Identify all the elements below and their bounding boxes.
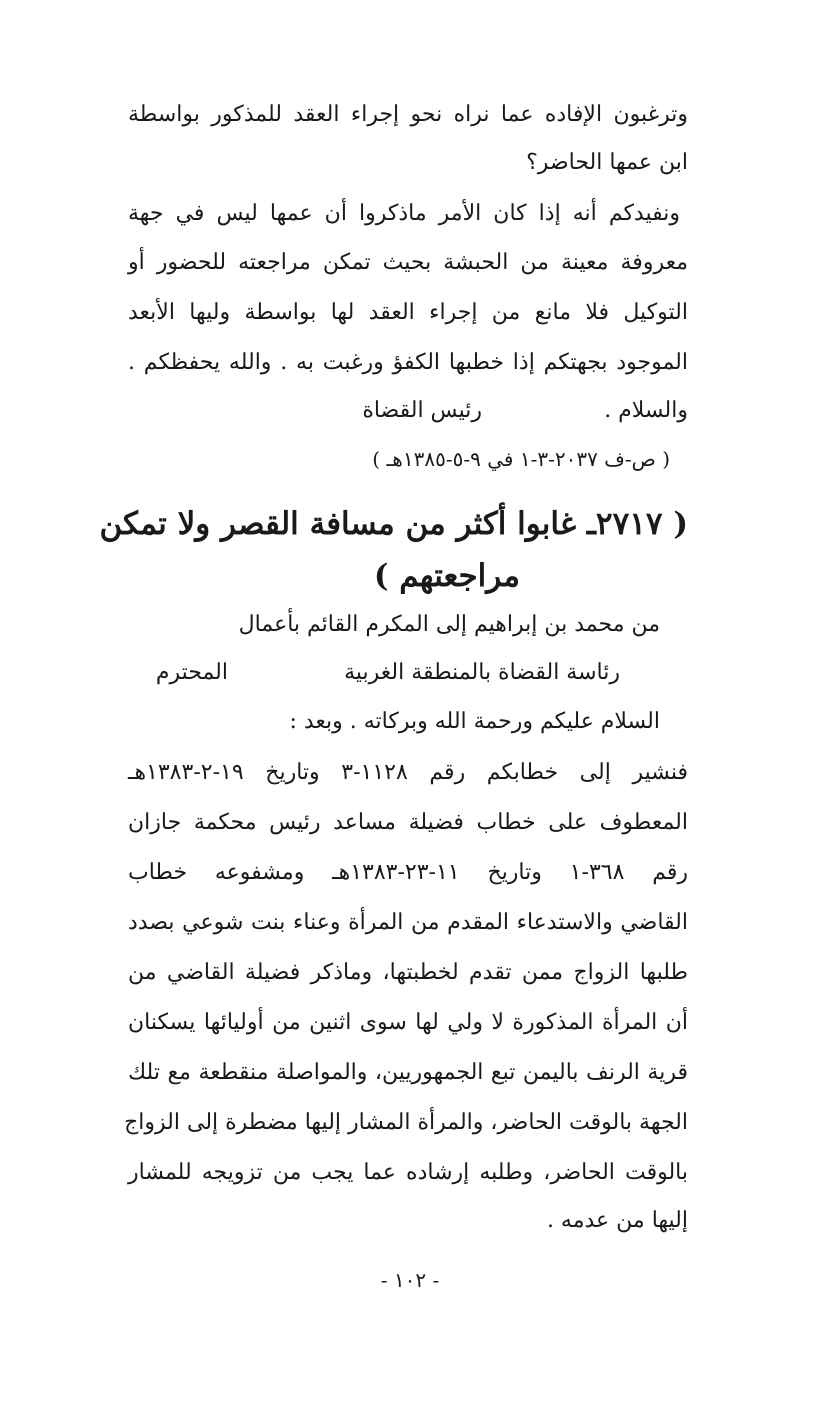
text-line: ابن عمها الحاضر؟ bbox=[526, 150, 688, 175]
body-line: قرية الرنف باليمن تبع الجمهوريين، والمواصلة منقطعة مع تلك bbox=[128, 1060, 688, 1085]
body-line: رقم ٣٦٨-١ وتاريخ ١١-٢٣-١٣٨٣هـ ومشفوعه خطاب bbox=[128, 860, 688, 885]
body-line: الجهة بالوقت الحاضر، والمرأة المشار إليها مضطرة إلى الزواج bbox=[124, 1110, 688, 1135]
fatwa-heading: ( ٢٧١٧ـ غابوا أكثر من مسافة القصر ولا تمكن bbox=[99, 506, 688, 542]
body-line: المعطوف على خطاب فضيلة مساعد رئيس محكمة جازان bbox=[128, 810, 688, 835]
letter-from-line: من محمد بن إبراهيم إلى المكرم القائم بأعمال bbox=[238, 612, 660, 637]
text-line: التوكيل فلا مانع من إجراء العقد لها بواسطة وليها الأبعد bbox=[128, 300, 688, 325]
letter-to-line: رئاسة القضاة بالمنطقة الغربية bbox=[344, 660, 620, 685]
body-line: أن المرأة المذكورة لا ولي لها سوى اثنين من أوليائها يسكنان bbox=[128, 1010, 688, 1035]
body-line: بالوقت الحاضر، وطلبه إرشاده عما يجب من تزويجه للمشار bbox=[128, 1160, 688, 1185]
fatwa-heading-continued: مراجعتهم ) bbox=[373, 558, 520, 594]
text-line: وترغبون الإفاده عما نراه نحو إجراء العقد للمذكور بواسطة bbox=[128, 102, 688, 127]
letter-greeting: السلام عليكم ورحمة الله وبركاته . وبعد : bbox=[289, 709, 660, 734]
paragraph-first-line: ونفيدكم أنه إذا كان الأمر ماذكروا أن عمها ليس في جهة bbox=[128, 201, 680, 226]
signature-title: رئيس القضاة bbox=[362, 398, 482, 423]
page-number: - ١٠٢ - bbox=[380, 1268, 440, 1292]
reference-number: ( ص-ف ٢٠٣٧-٣-١ في ٩-٥-١٣٨٥هـ ) bbox=[372, 447, 670, 471]
body-line: القاضي والاستدعاء المقدم من المرأة وعناء بنت شوعي بصدد bbox=[128, 910, 688, 935]
body-line: فنشير إلى خطابكم رقم ١١٢٨-٣ وتاريخ ١٩-٢-١٣٨٣هـ bbox=[128, 760, 689, 785]
text-line: معروفة معينة من الحبشة بحيث تمكن مراجعته للحضور أو bbox=[128, 250, 688, 275]
closing-salutation: والسلام . bbox=[604, 398, 688, 423]
body-line: طلبها الزواج ممن تقدم لخطبتها، وماذكر فضيلة القاضي من bbox=[128, 960, 688, 985]
text-line: الموجود بجهتكم إذا خطبها الكفؤ ورغبت به . والله يحفظكم . bbox=[128, 350, 688, 375]
body-line-last: إليها من عدمه . bbox=[546, 1208, 688, 1233]
letter-honorific: المحترم bbox=[155, 660, 228, 685]
